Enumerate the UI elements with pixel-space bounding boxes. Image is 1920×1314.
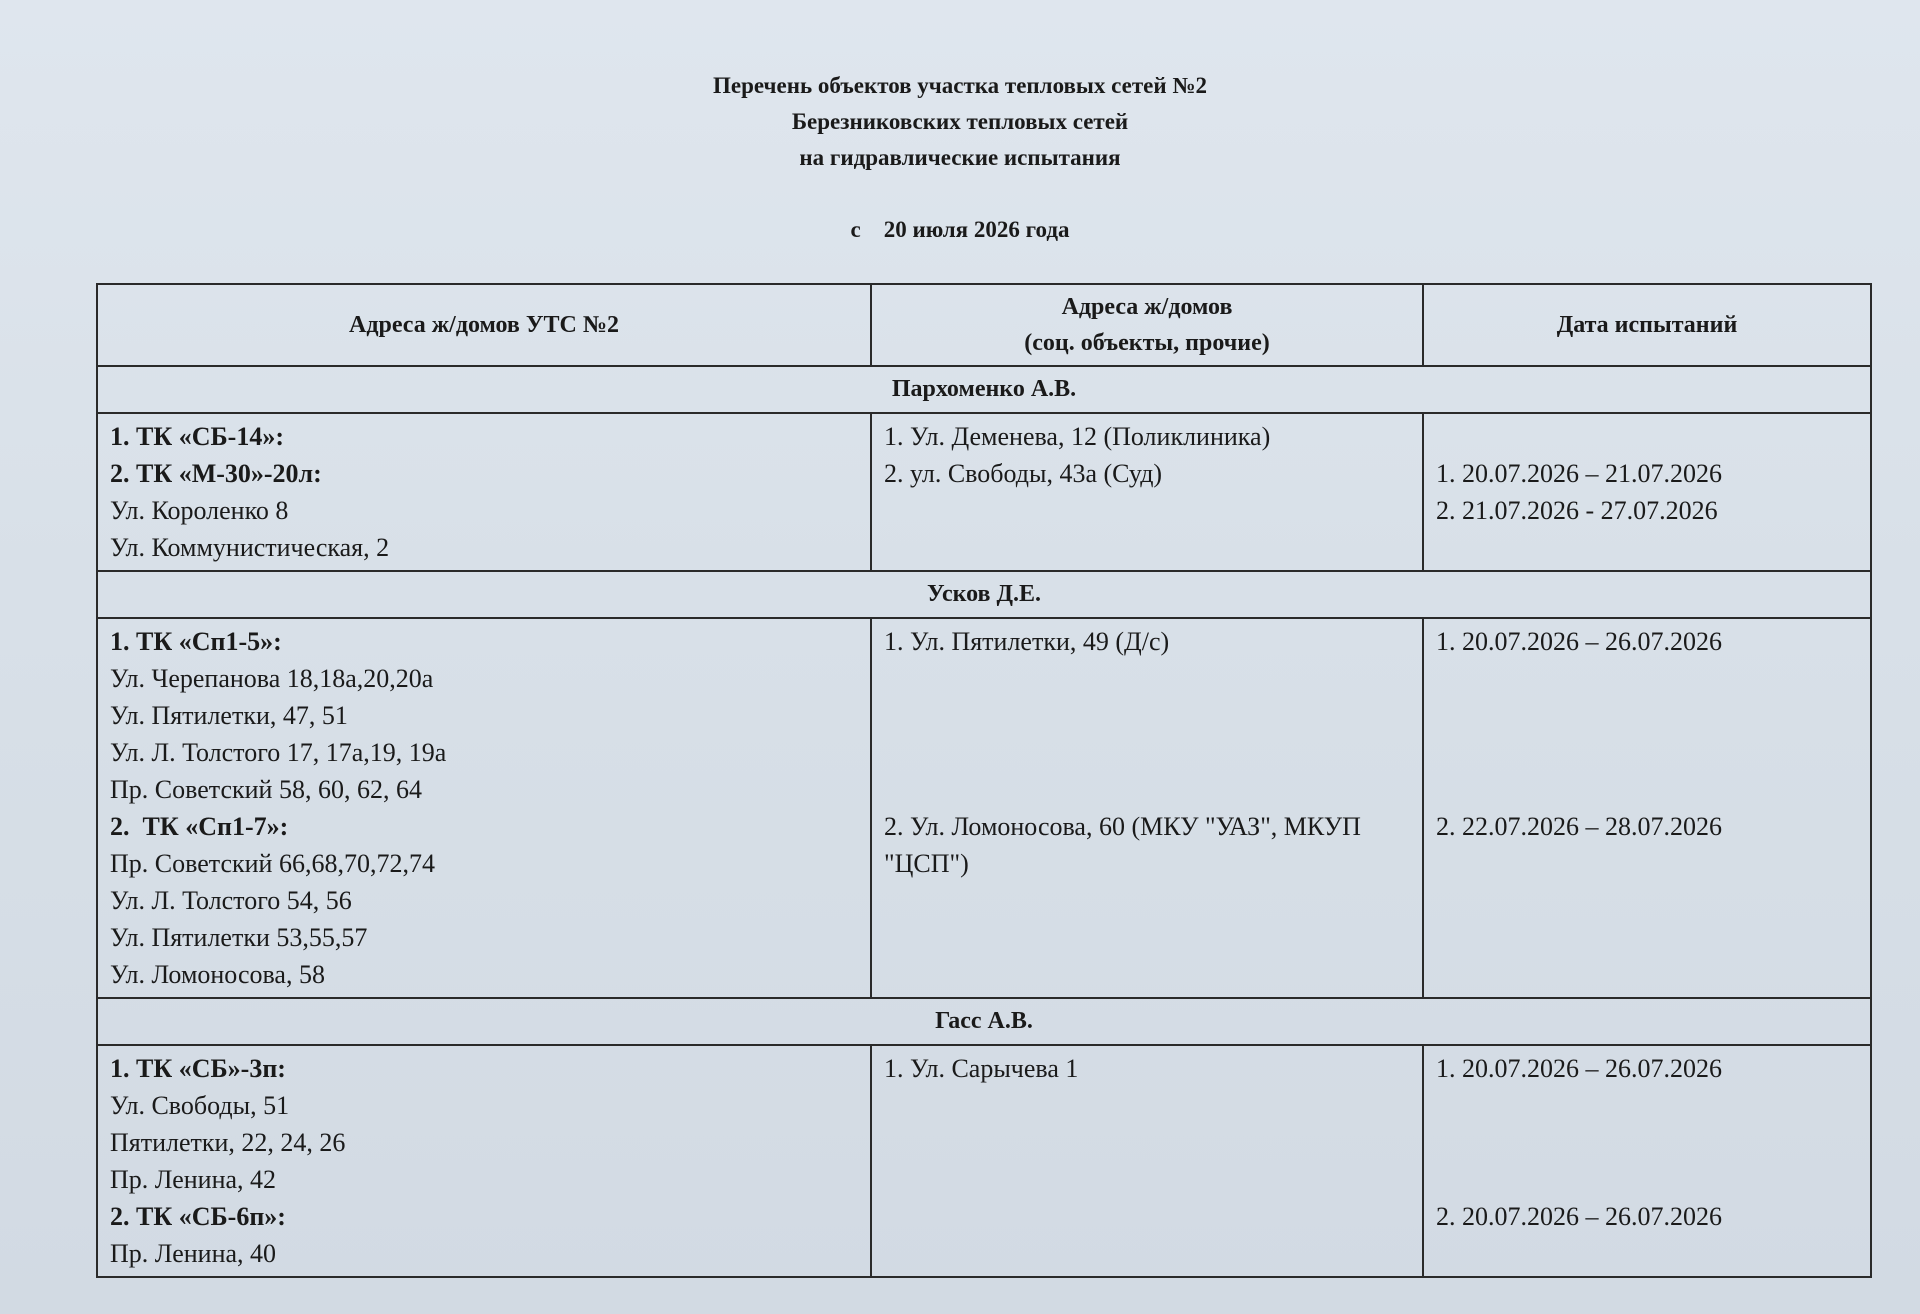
table-row [97,413,1871,571]
title-line-1: Перечень объектов участка тепловых сетей №2 [713,73,1207,98]
address-line: Ул. Коммунистическая, 2 [110,533,390,562]
heat-chamber-label: 2. ТК «Сп1-7»: [110,812,289,841]
test-dates-cell [1423,413,1871,571]
address-line: Пятилетки, 22, 24, 26 [110,1128,346,1157]
address-line: Ул. Пятилетки, 47, 51 [110,701,348,730]
test-date-range [1436,660,1858,697]
table-row [97,1045,1871,1277]
address-line: Пр. Советский 66,68,70,72,74 [110,849,435,878]
social-address-line: 1. Ул. Деменева, 12 (Поликлиника) [884,422,1271,451]
address-line: Пр. Ленина, 42 [110,1165,277,1194]
test-date-range [1436,1087,1858,1124]
title-line-2: Березниковских тепловых сетей [791,109,1129,134]
table-row [97,618,1871,998]
heat-chamber-label: 2. ТК «М-30»-20л: [110,459,322,488]
heat-chamber-label: 1. ТК «СБ-14»: [110,422,284,451]
responsible-person: Пархоменко А.В. [97,366,1871,413]
test-date-range: 1. 20.07.2026 – 26.07.2026 [1436,1054,1722,1083]
header-col-dates: Дата испытаний [1423,284,1871,366]
social-address-line: 1. Ул. Пятилетки, 49 (Д/с) [884,627,1170,656]
address-line: Пр. Ленина, 40 [110,1239,277,1268]
test-date-range: 2. 22.07.2026 – 28.07.2026 [1436,812,1722,841]
header-col-social: Адреса ж/домов (соц. объекты, прочие) [871,284,1423,366]
social-address-line: "ЦСП") [884,849,969,878]
social-address-line [884,660,1410,697]
social-address-line [884,771,1410,808]
test-date-range [1436,697,1858,734]
test-dates-cell [1423,618,1871,998]
residential-addresses-cell [97,1045,871,1277]
social-address-line: 2. ул. Свободы, 43а (Суд) [884,459,1163,488]
address-line: Ул. Черепанова 18,18а,20,20а [110,664,434,693]
address-line: Ул. Пятилетки 53,55,57 [110,923,368,952]
residential-addresses-cell [97,413,871,571]
objects-table [96,283,1872,1278]
heat-chamber-label: 2. ТК «СБ-6п»: [110,1202,286,1231]
social-address-line: 2. Ул. Ломоносова, 60 (МКУ "УАЗ", МКУП [884,812,1361,841]
test-date-range [1436,1124,1858,1161]
test-dates-cell [1423,1045,1871,1277]
address-line: Ул. Свободы, 51 [110,1091,290,1120]
group-header-row [97,998,1871,1045]
title-line-3: на гидравлические испытания [799,145,1121,170]
date-line [0,212,1920,248]
test-date-range: 2. 20.07.2026 – 26.07.2026 [1436,1202,1722,1231]
header-col-residential: Адреса ж/домов УТС №2 [97,284,871,366]
test-date-range: 2. 21.07.2026 - 27.07.2026 [1436,496,1718,525]
address-line: Ул. Короленко 8 [110,496,289,525]
table-body [97,366,1871,1277]
group-header-row [97,571,1871,618]
address-line: Ул. Л. Толстого 17, 17а,19, 19а [110,738,447,767]
test-date-range [1436,734,1858,771]
social-address-line [884,697,1410,734]
heat-chamber-label: 1. ТК «СБ»-3п: [110,1054,286,1083]
test-date-range: 1. 20.07.2026 – 21.07.2026 [1436,459,1722,488]
test-date-range [1436,1161,1858,1198]
social-addresses-cell [871,413,1423,571]
heat-chamber-label: 1. ТК «Сп1-5»: [110,627,282,656]
test-date-range [1436,771,1858,808]
social-addresses-cell [871,1045,1423,1277]
social-address-line: 1. Ул. Сарычева 1 [884,1054,1079,1083]
document-title [0,68,1920,176]
address-line: Пр. Советский 58, 60, 62, 64 [110,775,422,804]
test-date-range: 1. 20.07.2026 – 26.07.2026 [1436,627,1722,656]
responsible-person: Усков Д.Е. [97,571,1871,618]
start-date: с 20 июля 2026 года [850,217,1070,242]
group-header-row [97,366,1871,413]
address-line: Ул. Л. Толстого 54, 56 [110,886,352,915]
social-address-line [884,734,1410,771]
responsible-person: Гасс А.В. [97,998,1871,1045]
social-addresses-cell [871,618,1423,998]
table-header-row [97,284,1871,366]
residential-addresses-cell [97,618,871,998]
address-line: Ул. Ломоносова, 58 [110,960,325,989]
